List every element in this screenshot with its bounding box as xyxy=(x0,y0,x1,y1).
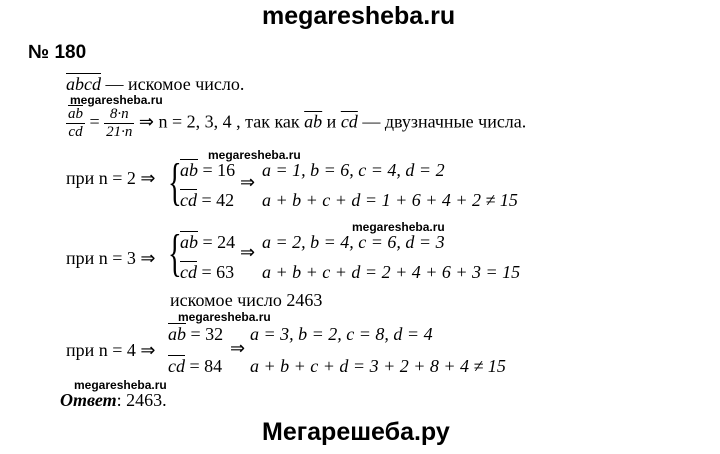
case-n3-ab xyxy=(180,232,235,253)
cd-variable: $\overline{cd}$ xyxy=(340,111,358,132)
case-n2-ab xyxy=(180,160,235,181)
cd-value: = 84 xyxy=(185,356,223,376)
answer-label: Ответ xyxy=(60,390,117,410)
case-n3-digits: a = 2, b = 4, c = 6, d = 3 xyxy=(262,232,445,252)
cd-variable: $\overline{cd}$ xyxy=(180,262,197,282)
case-n4-sum: a + b + c + d = 3 + 2 + 8 + 4 ≠ 15 xyxy=(250,356,506,376)
two-digit-text: — двузначные числа. xyxy=(357,111,527,132)
cd-variable: $\overline{cd}$ xyxy=(168,356,185,376)
implies-arrow: ⇒ xyxy=(240,242,256,262)
fraction-numerator: 8·n xyxy=(104,106,134,124)
abcd-variable: abcd xyxy=(66,74,101,94)
cd-variable: $\overline{cd}$ xyxy=(180,190,197,210)
case-n3-cd xyxy=(180,262,234,283)
fraction-denominator: 21·n xyxy=(106,124,133,140)
site-footer: Мегарешеба.ру xyxy=(262,418,450,446)
n-values-text: ⇒ n = 2, 3, 4 , так как xyxy=(138,111,305,132)
left-brace: { xyxy=(168,154,182,211)
case-n3-label: при n = 3 ⇒ xyxy=(66,248,156,268)
ab-value: = 16 xyxy=(198,160,236,180)
case-n2-label: при n = 2 ⇒ xyxy=(66,168,156,188)
fraction-numerator: $\overline{ab}$ xyxy=(68,106,83,122)
left-brace: { xyxy=(168,225,182,282)
watermark: megaresheba.ru xyxy=(70,93,163,107)
fraction-denominator: cd xyxy=(68,124,83,140)
case-n4-label: при n = 4 ⇒ xyxy=(66,340,156,360)
line1-text: — искомое число. xyxy=(101,74,245,94)
site-header: megaresheba.ru xyxy=(262,2,456,30)
watermark: megaresheba.ru xyxy=(208,148,301,162)
fraction-ab-cd xyxy=(66,106,85,141)
case-n4-ab xyxy=(168,324,223,345)
task-number: № 180 xyxy=(28,42,87,63)
case-n2-cd xyxy=(180,190,234,211)
ab-value: = 24 xyxy=(198,232,236,252)
ab-value: = 32 xyxy=(186,324,224,344)
answer-value: : 2463. xyxy=(116,390,167,410)
answer-line xyxy=(60,390,167,411)
fraction-8n-21n xyxy=(104,106,134,141)
watermark: megaresheba.ru xyxy=(74,378,167,392)
ab-variable: $\overline{ab}$ xyxy=(180,160,198,180)
case-n4-cd xyxy=(168,356,222,377)
ab-variable: $\overline{ab}$ xyxy=(168,324,186,344)
case-n2-sum: a + b + c + d = 1 + 6 + 4 + 2 ≠ 15 xyxy=(262,190,518,210)
fraction-equation xyxy=(66,106,526,141)
case-n4-digits: a = 3, b = 2, c = 8, d = 4 xyxy=(250,324,433,344)
equals-sign: = xyxy=(89,111,100,132)
case-n2-digits: a = 1, b = 6, c = 4, d = 2 xyxy=(262,160,445,180)
cd-value: = 63 xyxy=(197,262,235,282)
ab-variable: $\overline{ab}$ xyxy=(304,111,323,132)
watermark: megaresheba.ru xyxy=(352,220,445,234)
line-unknown-number xyxy=(66,74,244,95)
case-n3-sum: a + b + c + d = 2 + 4 + 6 + 3 = 15 xyxy=(262,262,521,282)
and-word: и xyxy=(322,111,341,132)
cd-value: = 42 xyxy=(197,190,235,210)
implies-arrow: ⇒ xyxy=(230,338,246,358)
case-n3-result: искомое число 2463 xyxy=(170,290,323,310)
watermark: megaresheba.ru xyxy=(178,310,271,324)
implies-arrow: ⇒ xyxy=(240,172,256,192)
ab-variable: $\overline{ab}$ xyxy=(180,232,198,252)
